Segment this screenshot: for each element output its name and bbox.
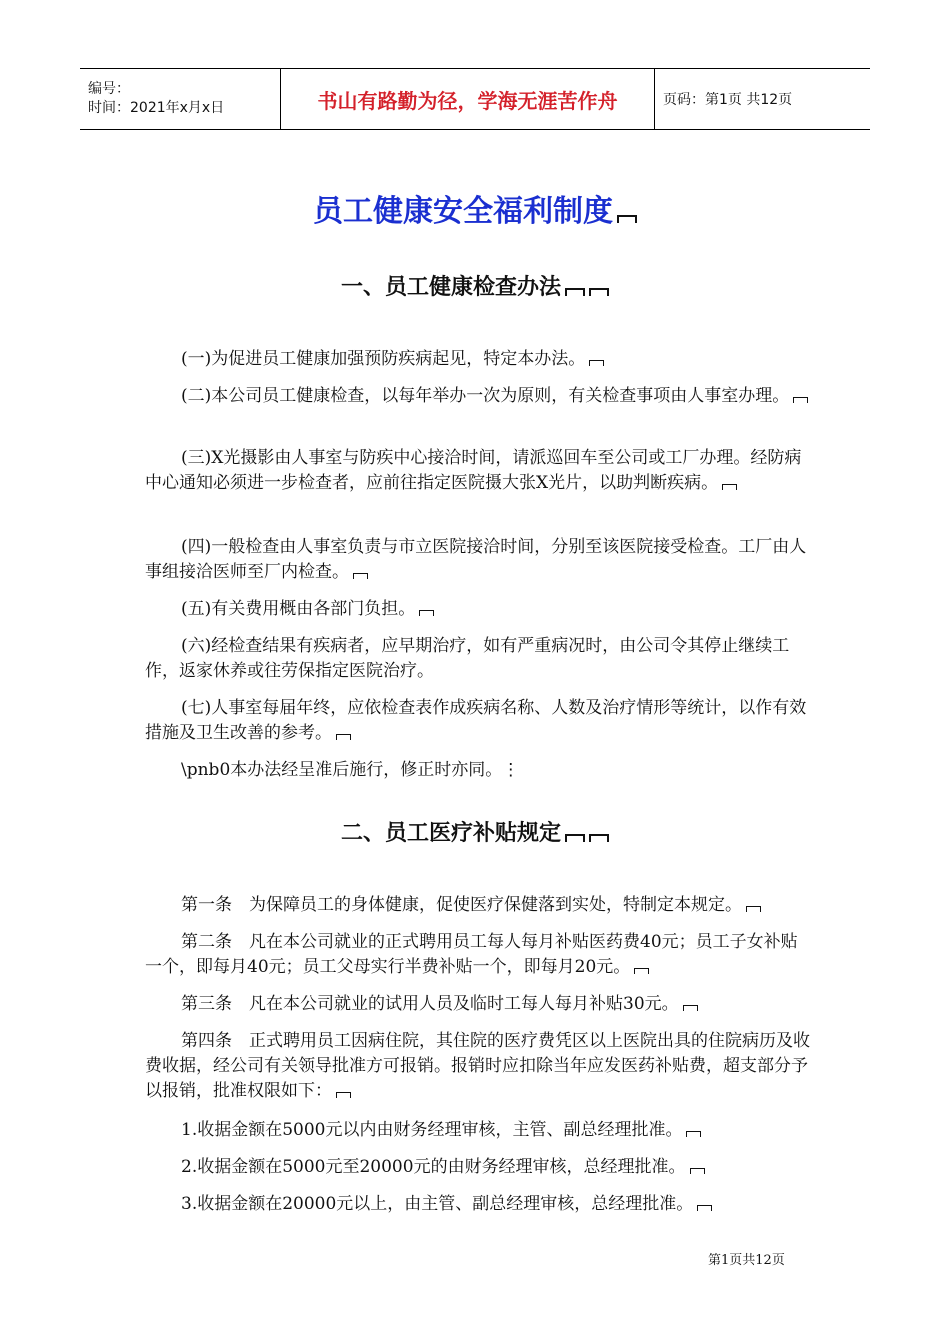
paragraph-mark-icon — [336, 1092, 351, 1098]
paragraph-mark-icon — [336, 734, 351, 740]
paragraph: 1.收据金额在5000元以内由财务经理审核，主管、副总经理批准。 — [145, 1118, 810, 1143]
paragraph-mark-icon — [686, 1131, 701, 1137]
paragraph: (二)本公司员工健康检查，以每年举办一次为原则，有关检查事项由人事室办理。 — [145, 384, 810, 409]
paragraph: (四)一般检查由人事室负责与市立医院接洽时间，分别至该医院接受检查。工厂由人事组接洽医师至厂内检查。 — [145, 537, 807, 582]
header-meta — [80, 69, 281, 129]
paragraph: (一)为促进员工健康加强预防疾病起见，特定本办法。 — [145, 347, 810, 372]
header-motto: 书山有路勤为径，学海无涯苦作舟 — [281, 69, 655, 129]
paragraph-mark-icon — [634, 968, 649, 974]
paragraph-mark-icon — [589, 834, 609, 842]
section2-heading: 二、员工医疗补贴规定 — [0, 816, 950, 847]
paragraph-mark-icon — [565, 834, 585, 842]
paragraph-mark-icon — [589, 288, 609, 296]
page-footer: 第1页共12页 — [708, 1253, 785, 1268]
time-label: 时间：2021年x月x日 — [88, 100, 225, 116]
paragraph-mark-icon — [419, 610, 434, 616]
paragraph-mark-icon — [697, 1205, 712, 1211]
paragraph: 第三条 凡在本公司就业的试用人员及临时工每人每月补贴30元。 — [145, 992, 810, 1017]
paragraph: (三)X光摄影由人事室与防疾中心接洽时间，请派巡回车至公司或工厂办理。经防病中心通知必须进一步检查者，应前往指定医院摄大张X光片，以助判断疾病。 — [145, 448, 802, 493]
paragraph-mark-icon — [565, 288, 585, 296]
paragraph-mark-icon — [793, 397, 808, 403]
paragraph: (七)人事室每届年终，应依检查表作成疾病名称、人数及治疗情形等统计，以作有效措施及卫生改善的参考。 — [145, 698, 807, 743]
paragraph: 第一条 为保障员工的身体健康，促使医疗保健落到实处，特制定本规定。 — [145, 893, 810, 918]
page-header — [80, 68, 870, 130]
paragraph: 第四条 正式聘用员工因病住院，其住院的医疗费凭区以上医院出具的住院病历及收费收据，经公司有关领导批准方可报销。报销时应扣除当年应发医药补贴费，超支部分予以报销，批准权限如下： — [145, 1031, 810, 1101]
paragraph: 2.收据金额在5000元至20000元的由财务经理审核，总经理批准。 — [145, 1155, 810, 1180]
paragraph: 第二条 凡在本公司就业的正式聘用员工每人每月补贴医药费40元；员工子女补贴一个，即每月40元；员工父母实行半费补贴一个，即每月20元。 — [145, 932, 798, 977]
document-title: 员工健康安全福利制度 — [0, 186, 950, 230]
paragraph-mark-icon — [690, 1168, 705, 1174]
number-label: 编号： — [88, 81, 130, 97]
paragraph: (六)经检查结果有疾病者，应早期治疗，如有严重病况时，由公司令其停止继续工作，返家休养或往劳保指定医院治疗。 — [145, 636, 790, 681]
paragraph-mark-icon — [617, 215, 637, 223]
paragraph-mark-icon — [683, 1005, 698, 1011]
paragraph-mark-icon — [722, 484, 737, 490]
header-page-label: 页码：第1页 共12页 — [663, 92, 793, 108]
paragraph: (五)有关费用概由各部门负担。 — [145, 597, 810, 622]
section1-heading: 一、员工健康检查办法 — [0, 270, 950, 301]
paragraph-mark-icon — [589, 360, 604, 366]
paragraph: \pnb0本办法经呈准后施行，修正时亦同。⋮ — [181, 760, 520, 780]
paragraph-mark-icon — [746, 906, 761, 912]
paragraph-mark-icon — [353, 573, 368, 579]
paragraph: 3.收据金额在20000元以上，由主管、副总经理审核，总经理批准。 — [145, 1192, 810, 1217]
